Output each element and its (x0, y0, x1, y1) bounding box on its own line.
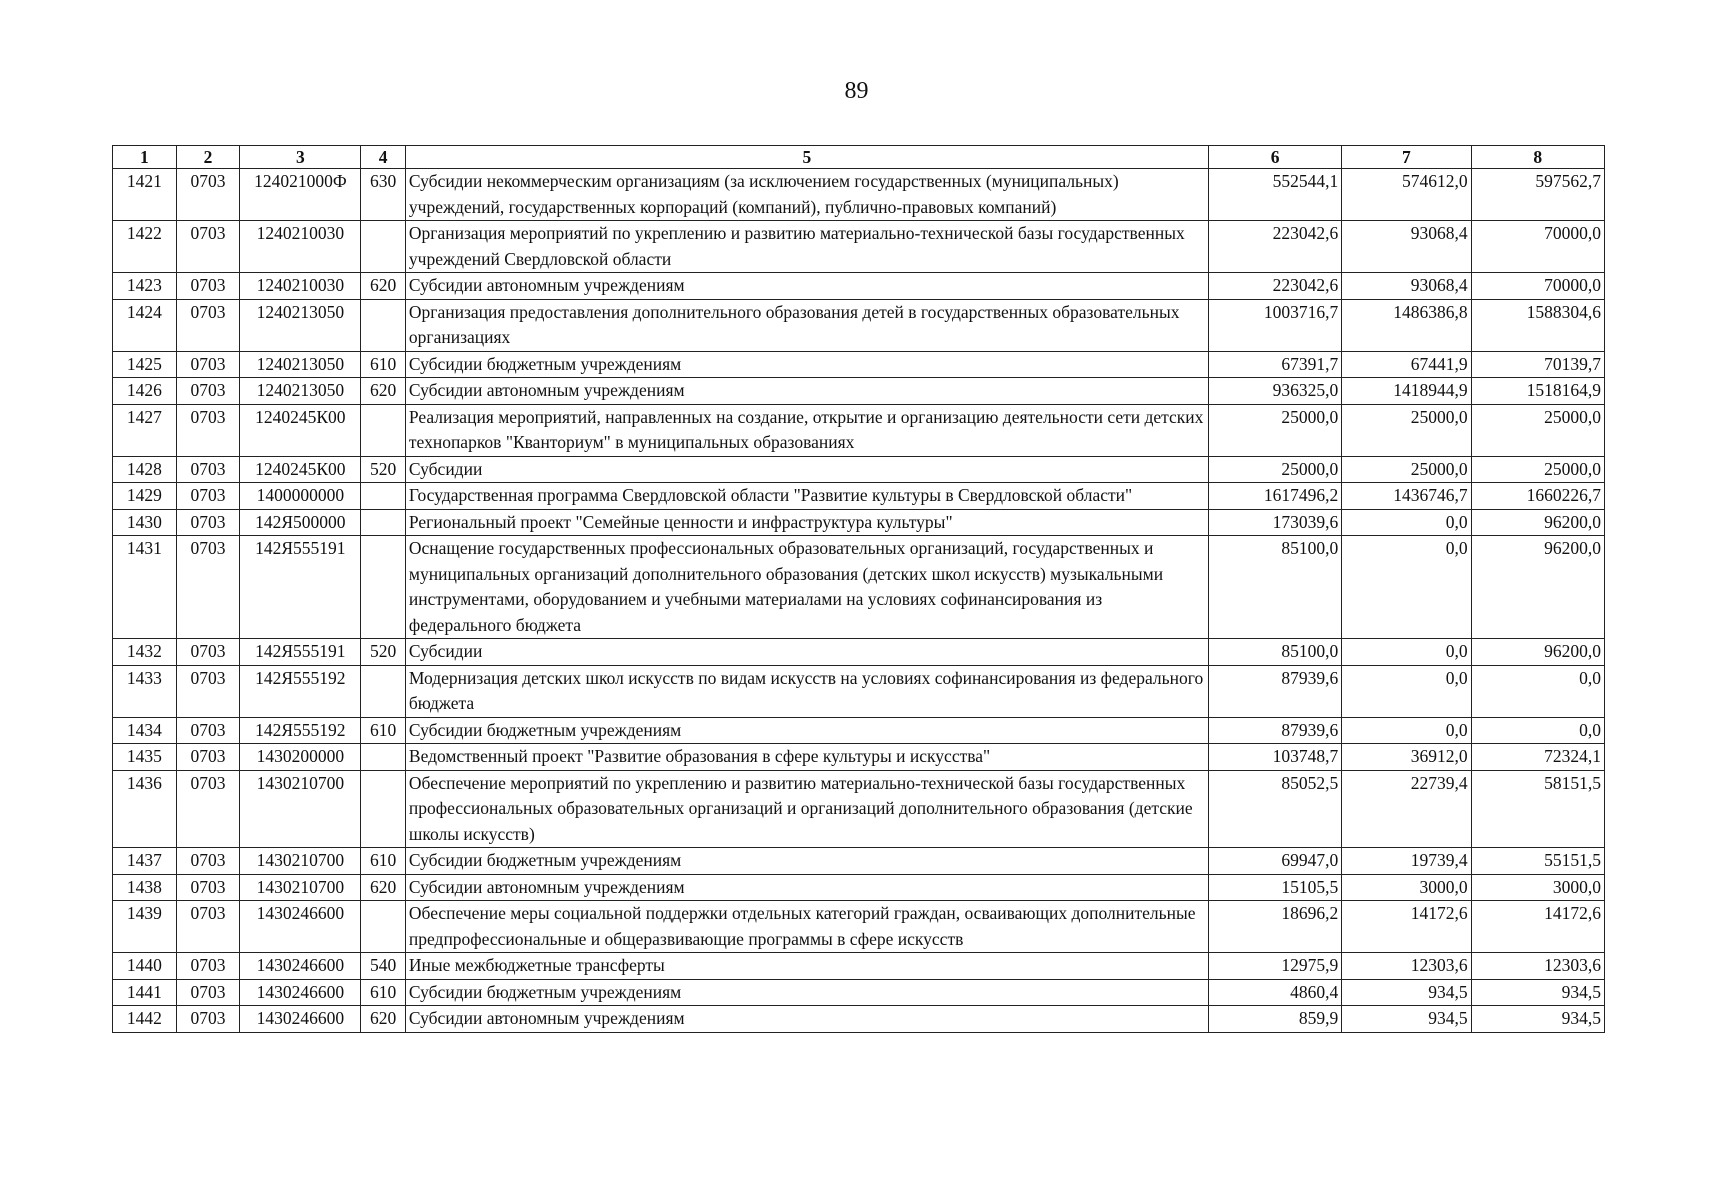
amount-col6-cell: 25000,0 (1208, 404, 1341, 456)
amount-col7-cell: 1418944,9 (1342, 378, 1471, 405)
target-article-cell: 1240213050 (240, 351, 361, 378)
table-row (113, 351, 1605, 378)
amount-col7-cell: 0,0 (1342, 509, 1471, 536)
amount-col8-cell: 0,0 (1471, 717, 1604, 744)
section-code-cell: 0703 (176, 169, 240, 221)
amount-col6-cell: 85100,0 (1208, 639, 1341, 666)
target-article-cell: 142Я555192 (240, 717, 361, 744)
amount-col6-cell: 12975,9 (1208, 953, 1341, 980)
expense-type-cell: 610 (361, 717, 405, 744)
amount-col8-cell: 96200,0 (1471, 509, 1604, 536)
section-code-cell: 0703 (176, 953, 240, 980)
amount-col6-cell: 223042,6 (1208, 273, 1341, 300)
amount-col8-cell: 934,5 (1471, 979, 1604, 1006)
table-row (113, 953, 1605, 980)
section-code-cell: 0703 (176, 665, 240, 717)
description-cell: Реализация мероприятий, направленных на создание, открытие и организацию деятельности сети детских технопарков "Кванториум" в муниципальных образованиях (405, 404, 1208, 456)
description-cell: Организация мероприятий по укреплению и развитию материально-технической базы государственных учреждений Свердловской области (405, 221, 1208, 273)
target-article-cell: 1240245К00 (240, 456, 361, 483)
amount-col8-cell: 72324,1 (1471, 744, 1604, 771)
amount-col6-cell: 18696,2 (1208, 901, 1341, 953)
amount-col7-cell: 19739,4 (1342, 848, 1471, 875)
description-cell: Субсидии автономным учреждениям (405, 273, 1208, 300)
row-number-cell: 1427 (113, 404, 177, 456)
row-number-cell: 1430 (113, 509, 177, 536)
table-row (113, 509, 1605, 536)
expense-type-cell: 620 (361, 378, 405, 405)
col-header: 6 (1208, 146, 1341, 169)
description-cell: Субсидии бюджетным учреждениям (405, 351, 1208, 378)
target-article-cell: 1400000000 (240, 483, 361, 510)
col-header: 3 (240, 146, 361, 169)
section-code-cell: 0703 (176, 1006, 240, 1033)
section-code-cell: 0703 (176, 979, 240, 1006)
target-article-cell: 1430246600 (240, 1006, 361, 1033)
amount-col7-cell: 14172,6 (1342, 901, 1471, 953)
col-header: 1 (113, 146, 177, 169)
row-number-cell: 1424 (113, 299, 177, 351)
amount-col8-cell: 597562,7 (1471, 169, 1604, 221)
table-row (113, 744, 1605, 771)
section-code-cell: 0703 (176, 744, 240, 771)
amount-col8-cell: 25000,0 (1471, 456, 1604, 483)
target-article-cell: 142Я555191 (240, 536, 361, 639)
target-article-cell: 1430210700 (240, 874, 361, 901)
amount-col7-cell: 0,0 (1342, 536, 1471, 639)
table-row (113, 404, 1605, 456)
target-article-cell: 124021000Ф (240, 169, 361, 221)
table-row (113, 378, 1605, 405)
table-row (113, 901, 1605, 953)
table-row (113, 639, 1605, 666)
table-row (113, 848, 1605, 875)
expense-type-cell: 630 (361, 169, 405, 221)
amount-col6-cell: 1617496,2 (1208, 483, 1341, 510)
section-code-cell: 0703 (176, 456, 240, 483)
amount-col7-cell: 12303,6 (1342, 953, 1471, 980)
expense-type-cell: 610 (361, 351, 405, 378)
target-article-cell: 1430246600 (240, 979, 361, 1006)
amount-col8-cell: 0,0 (1471, 665, 1604, 717)
header-row (113, 146, 1605, 169)
section-code-cell: 0703 (176, 770, 240, 848)
amount-col6-cell: 1003716,7 (1208, 299, 1341, 351)
amount-col6-cell: 25000,0 (1208, 456, 1341, 483)
table-row (113, 536, 1605, 639)
col-header: 8 (1471, 146, 1604, 169)
amount-col8-cell: 96200,0 (1471, 639, 1604, 666)
amount-col7-cell: 67441,9 (1342, 351, 1471, 378)
table-row (113, 273, 1605, 300)
description-cell: Иные межбюджетные трансферты (405, 953, 1208, 980)
expense-type-cell (361, 744, 405, 771)
description-cell: Субсидии некоммерческим организациям (за исключением государственных (муниципальных) учреждений, государственных корпораций (компаний), публично-правовых компаний) (405, 169, 1208, 221)
col-header: 5 (405, 146, 1208, 169)
amount-col6-cell: 67391,7 (1208, 351, 1341, 378)
expense-type-cell: 620 (361, 874, 405, 901)
amount-col6-cell: 103748,7 (1208, 744, 1341, 771)
row-number-cell: 1438 (113, 874, 177, 901)
amount-col7-cell: 574612,0 (1342, 169, 1471, 221)
description-cell: Субсидии (405, 639, 1208, 666)
amount-col6-cell: 223042,6 (1208, 221, 1341, 273)
row-number-cell: 1442 (113, 1006, 177, 1033)
amount-col6-cell: 85052,5 (1208, 770, 1341, 848)
target-article-cell: 1430210700 (240, 848, 361, 875)
row-number-cell: 1432 (113, 639, 177, 666)
amount-col6-cell: 69947,0 (1208, 848, 1341, 875)
target-article-cell: 142Я500000 (240, 509, 361, 536)
table-row (113, 1006, 1605, 1033)
target-article-cell: 1430210700 (240, 770, 361, 848)
table-row (113, 717, 1605, 744)
amount-col7-cell: 0,0 (1342, 665, 1471, 717)
amount-col6-cell: 87939,6 (1208, 717, 1341, 744)
expense-type-cell: 610 (361, 848, 405, 875)
target-article-cell: 1240210030 (240, 273, 361, 300)
target-article-cell: 1240213050 (240, 378, 361, 405)
amount-col8-cell: 1588304,6 (1471, 299, 1604, 351)
section-code-cell: 0703 (176, 221, 240, 273)
amount-col8-cell: 1660226,7 (1471, 483, 1604, 510)
amount-col7-cell: 1436746,7 (1342, 483, 1471, 510)
target-article-cell: 1240245К00 (240, 404, 361, 456)
expense-type-cell (361, 665, 405, 717)
row-number-cell: 1425 (113, 351, 177, 378)
section-code-cell: 0703 (176, 901, 240, 953)
description-cell: Обеспечение мероприятий по укреплению и развитию материально-технической базы государственных профессиональных образовательных организаций и организаций дополнительного образования (детские школы искусств) (405, 770, 1208, 848)
row-number-cell: 1435 (113, 744, 177, 771)
table-row (113, 874, 1605, 901)
amount-col7-cell: 22739,4 (1342, 770, 1471, 848)
expense-type-cell: 620 (361, 273, 405, 300)
row-number-cell: 1431 (113, 536, 177, 639)
section-code-cell: 0703 (176, 717, 240, 744)
row-number-cell: 1421 (113, 169, 177, 221)
table-row (113, 169, 1605, 221)
amount-col7-cell: 93068,4 (1342, 221, 1471, 273)
amount-col8-cell: 70139,7 (1471, 351, 1604, 378)
table-row (113, 665, 1605, 717)
expense-type-cell (361, 770, 405, 848)
col-header: 2 (176, 146, 240, 169)
target-article-cell: 142Я555191 (240, 639, 361, 666)
section-code-cell: 0703 (176, 509, 240, 536)
target-article-cell: 1240210030 (240, 221, 361, 273)
page-number: 89 (844, 78, 869, 104)
expense-type-cell: 520 (361, 456, 405, 483)
row-number-cell: 1436 (113, 770, 177, 848)
section-code-cell: 0703 (176, 299, 240, 351)
expense-type-cell (361, 901, 405, 953)
amount-col8-cell: 1518164,9 (1471, 378, 1604, 405)
row-number-cell: 1439 (113, 901, 177, 953)
amount-col8-cell: 3000,0 (1471, 874, 1604, 901)
target-article-cell: 1430200000 (240, 744, 361, 771)
table-row (113, 483, 1605, 510)
amount-col7-cell: 36912,0 (1342, 744, 1471, 771)
section-code-cell: 0703 (176, 351, 240, 378)
amount-col7-cell: 25000,0 (1342, 456, 1471, 483)
description-cell: Обеспечение меры социальной поддержки отдельных категорий граждан, осваивающих дополнительные предпрофессиональные и общеразвивающие программы в сфере искусств (405, 901, 1208, 953)
row-number-cell: 1423 (113, 273, 177, 300)
row-number-cell: 1437 (113, 848, 177, 875)
expense-type-cell (361, 536, 405, 639)
description-cell: Субсидии автономным учреждениям (405, 874, 1208, 901)
section-code-cell: 0703 (176, 848, 240, 875)
expense-type-cell (361, 221, 405, 273)
table-row (113, 979, 1605, 1006)
expense-type-cell (361, 299, 405, 351)
budget-table (112, 145, 1605, 1033)
section-code-cell: 0703 (176, 874, 240, 901)
row-number-cell: 1422 (113, 221, 177, 273)
expense-type-cell (361, 404, 405, 456)
amount-col6-cell: 552544,1 (1208, 169, 1341, 221)
amount-col6-cell: 4860,4 (1208, 979, 1341, 1006)
description-cell: Субсидии автономным учреждениям (405, 378, 1208, 405)
description-cell: Модернизация детских школ искусств по видам искусств на условиях софинансирования из федерального бюджета (405, 665, 1208, 717)
row-number-cell: 1434 (113, 717, 177, 744)
section-code-cell: 0703 (176, 639, 240, 666)
amount-col7-cell: 93068,4 (1342, 273, 1471, 300)
amount-col6-cell: 936325,0 (1208, 378, 1341, 405)
amount-col7-cell: 934,5 (1342, 979, 1471, 1006)
section-code-cell: 0703 (176, 536, 240, 639)
description-cell: Оснащение государственных профессиональных образовательных организаций, государственных и муниципальных организаций дополнительного образования (детских школ искусств) музыкальными инструментами, оборудованием и учебными материалами на условиях софинансирования из федерального бюджета (405, 536, 1208, 639)
table-row (113, 299, 1605, 351)
expense-type-cell (361, 483, 405, 510)
table-row (113, 770, 1605, 848)
col-header: 4 (361, 146, 405, 169)
section-code-cell: 0703 (176, 404, 240, 456)
description-cell: Субсидии бюджетным учреждениям (405, 717, 1208, 744)
amount-col8-cell: 96200,0 (1471, 536, 1604, 639)
amount-col8-cell: 12303,6 (1471, 953, 1604, 980)
row-number-cell: 1429 (113, 483, 177, 510)
amount-col6-cell: 85100,0 (1208, 536, 1341, 639)
target-article-cell: 1430246600 (240, 953, 361, 980)
amount-col6-cell: 15105,5 (1208, 874, 1341, 901)
description-cell: Субсидии автономным учреждениям (405, 1006, 1208, 1033)
section-code-cell: 0703 (176, 483, 240, 510)
amount-col8-cell: 25000,0 (1471, 404, 1604, 456)
description-cell: Субсидии бюджетным учреждениям (405, 979, 1208, 1006)
section-code-cell: 0703 (176, 273, 240, 300)
amount-col8-cell: 55151,5 (1471, 848, 1604, 875)
row-number-cell: 1440 (113, 953, 177, 980)
amount-col7-cell: 934,5 (1342, 1006, 1471, 1033)
expense-type-cell (361, 509, 405, 536)
target-article-cell: 1430246600 (240, 901, 361, 953)
section-code-cell: 0703 (176, 378, 240, 405)
table-row (113, 456, 1605, 483)
amount-col6-cell: 859,9 (1208, 1006, 1341, 1033)
target-article-cell: 142Я555192 (240, 665, 361, 717)
description-cell: Субсидии бюджетным учреждениям (405, 848, 1208, 875)
amount-col8-cell: 934,5 (1471, 1006, 1604, 1033)
amount-col7-cell: 3000,0 (1342, 874, 1471, 901)
row-number-cell: 1433 (113, 665, 177, 717)
amount-col8-cell: 58151,5 (1471, 770, 1604, 848)
target-article-cell: 1240213050 (240, 299, 361, 351)
amount-col7-cell: 25000,0 (1342, 404, 1471, 456)
amount-col8-cell: 14172,6 (1471, 901, 1604, 953)
amount-col8-cell: 70000,0 (1471, 273, 1604, 300)
expense-type-cell: 540 (361, 953, 405, 980)
expense-type-cell: 520 (361, 639, 405, 666)
description-cell: Субсидии (405, 456, 1208, 483)
col-header: 7 (1342, 146, 1471, 169)
row-number-cell: 1441 (113, 979, 177, 1006)
row-number-cell: 1426 (113, 378, 177, 405)
description-cell: Ведомственный проект "Развитие образования в сфере культуры и искусства" (405, 744, 1208, 771)
amount-col7-cell: 1486386,8 (1342, 299, 1471, 351)
amount-col7-cell: 0,0 (1342, 639, 1471, 666)
row-number-cell: 1428 (113, 456, 177, 483)
table-row (113, 221, 1605, 273)
expense-type-cell: 620 (361, 1006, 405, 1033)
amount-col7-cell: 0,0 (1342, 717, 1471, 744)
description-cell: Региональный проект "Семейные ценности и инфраструктура культуры" (405, 509, 1208, 536)
expense-type-cell: 610 (361, 979, 405, 1006)
description-cell: Государственная программа Свердловской области "Развитие культуры в Свердловской области" (405, 483, 1208, 510)
description-cell: Организация предоставления дополнительного образования детей в государственных образовательных организациях (405, 299, 1208, 351)
amount-col6-cell: 87939,6 (1208, 665, 1341, 717)
amount-col6-cell: 173039,6 (1208, 509, 1341, 536)
amount-col8-cell: 70000,0 (1471, 221, 1604, 273)
